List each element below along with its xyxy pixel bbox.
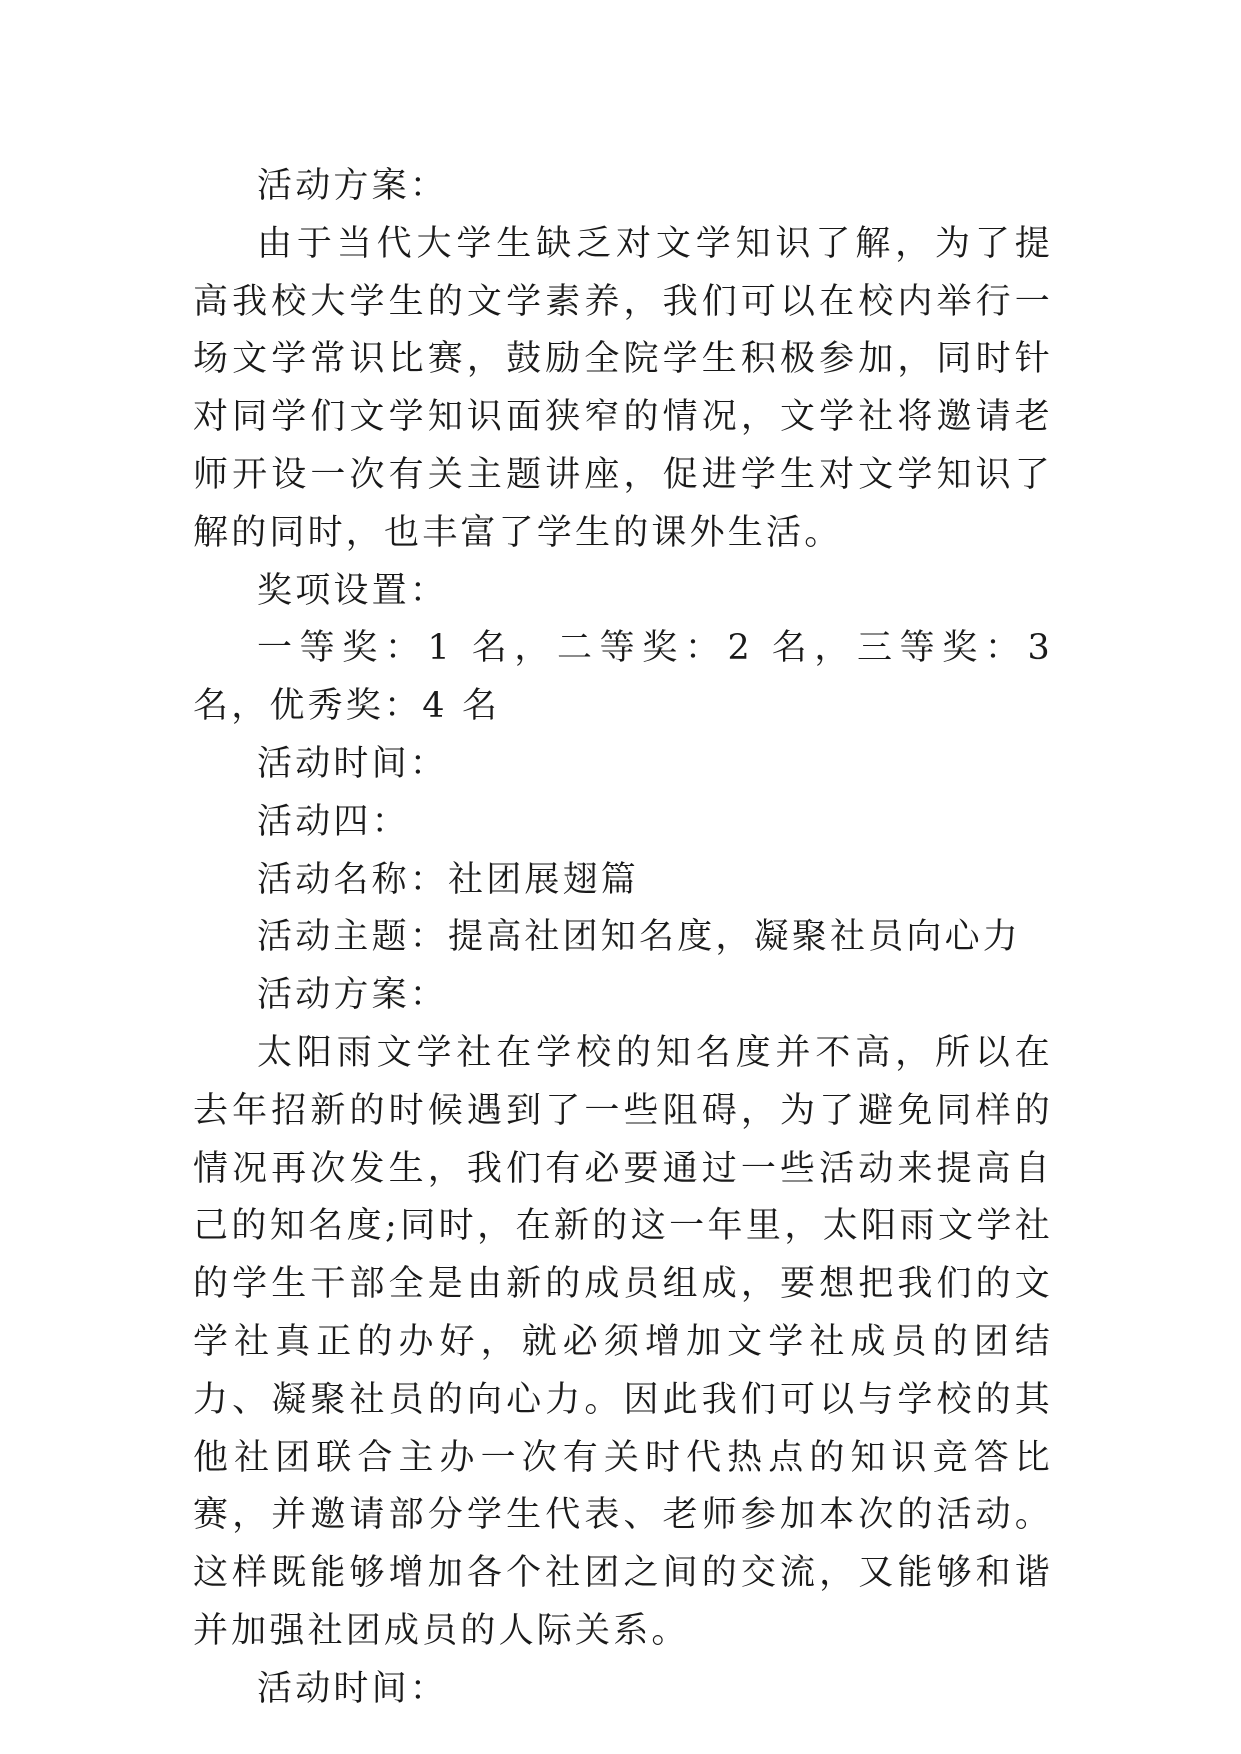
heading-activity-plan: 活动方案： — [257, 166, 449, 206]
paragraph-plan-description-2: 太阳雨文学社在学校的知名度并不高，所以在去年招新的时候遇到了一些阻碍，为了避免同样的情况再次发生，我们有必要通过一些活动来提高自己的知名度;同时，在新的这一年里，太阳雨文学社的学生干部全是由新的成员组成，要想把我们的文学社真正的办好，就必须增加文学社成员的团结力、凝聚社员的向心力。因此我们可以与学校的其他社团联合主办一次有关时代热点的知识竞答比赛，并邀请部分学生代表、老师参加本次的活动。这样既能够增加各个社团之间的交流，又能够和谐并加强社团成员的人际关系。 — [193, 1032, 1053, 1651]
heading-award-settings: 奖项设置： — [257, 570, 449, 611]
heading-activity-time: 活动时间： — [257, 743, 449, 784]
heading-activity-plan-2: 活动方案： — [257, 975, 449, 1016]
line-activity-name: 活动名称：社团展翅篇 — [257, 859, 640, 900]
paragraph-plan-description: 由于当代大学生缺乏对文学知识了解，为了提高我校大学生的文学素养，我们可以在校内举行一场文学常识比赛，鼓励全院学生积极参加，同时针对同学们文学知识面狭窄的情况，文学社将邀请老师开设一次有关主题讲座，促进学生对文学知识了解的同时，也丰富了学生的课外生活。 — [193, 223, 1053, 553]
paragraph-award-list: 一等奖：1 名，二等奖：2 名，三等奖：3 名，优秀奖：4 名 — [193, 628, 1053, 727]
heading-activity-four: 活动四： — [257, 801, 410, 842]
document-body — [193, 158, 1053, 1719]
line-activity-theme: 活动主题：提高社团知名度，凝聚社员向心力 — [257, 917, 1022, 958]
heading-activity-time-2: 活动时间： — [257, 1668, 449, 1709]
